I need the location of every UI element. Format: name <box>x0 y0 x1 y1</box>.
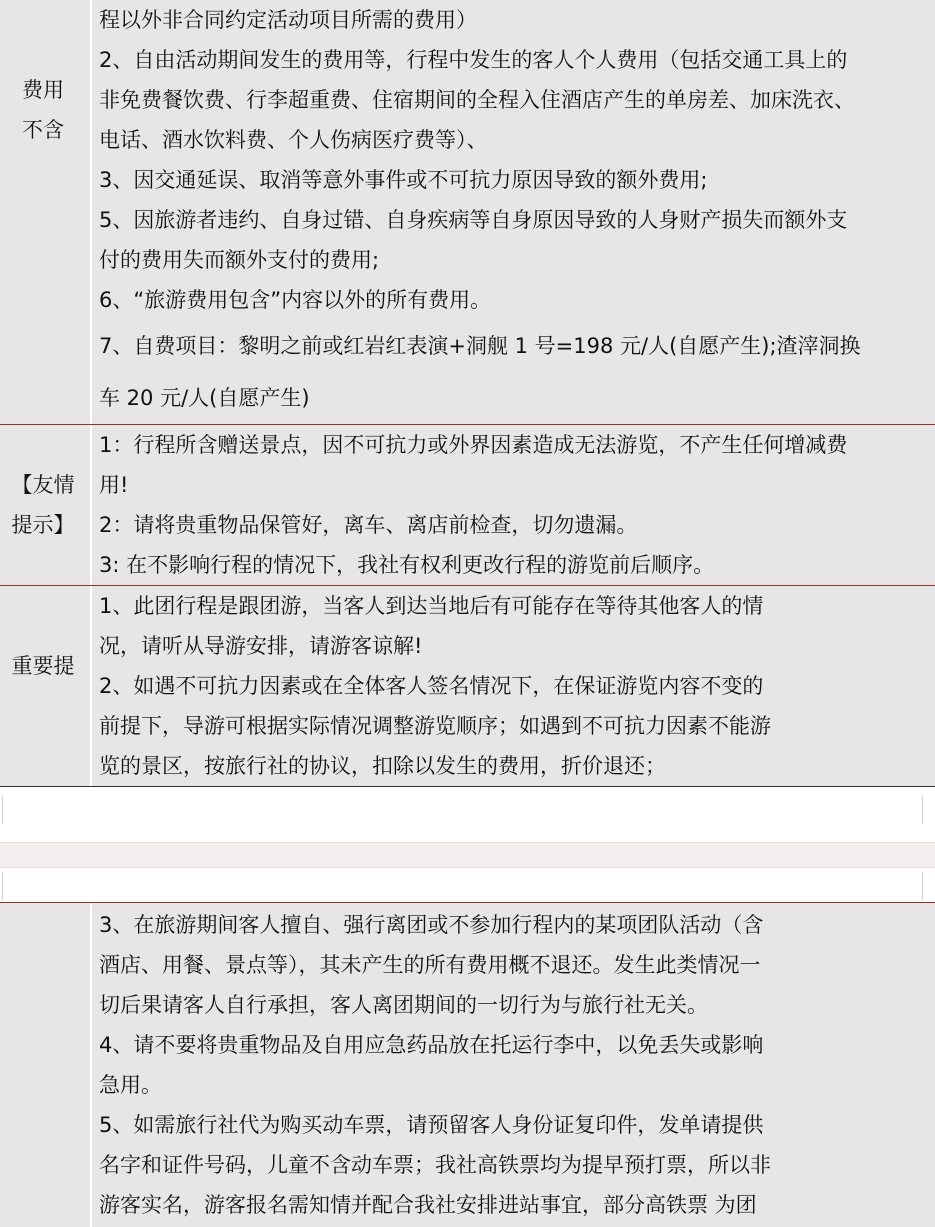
fees-excluded-line: 6、“旅游费用包含”内容以外的所有费用。 <box>99 288 492 312</box>
important-notes-line: 览的景区，按旅行社的协议，扣除以发生的费用，折价退还； <box>99 754 666 778</box>
friendly-tips-label-line-2: 提示】 <box>11 513 75 537</box>
important-notes-label-line-1: 重要提 <box>11 654 75 678</box>
column-divider <box>90 903 92 1227</box>
fees-excluded-line: 3、因交通延误、取消等意外事件或不可抗力原因导致的额外费用; <box>99 168 708 192</box>
important-notes-line: 1、此团行程是跟团游，当客人到达当地后有可能存在等待其他客人的情 <box>99 594 764 618</box>
important-notes-continued-content <box>99 905 929 1225</box>
important-notes-line: 急用。 <box>99 1073 162 1097</box>
page-bottom-margin <box>0 787 935 842</box>
important-notes-line: 酒店、用餐、景点等），其未产生的所有费用概不退还。发生此类情况一 <box>99 953 761 977</box>
fees-excluded-line: 程以外非合同约定活动项目所需的费用） <box>99 8 477 32</box>
important-notes-line: 5、如需旅行社代为购买动车票，请预留客人身份证复印件，发单请提供 <box>99 1113 764 1137</box>
fees-excluded-content <box>99 0 929 424</box>
important-notes-line: 前提下，导游可根据实际情况调整游览顺序；如遇到不可抗力因素不能游 <box>99 714 771 738</box>
important-notes-line: 2、如遇不可抗力因素或在全体客人签名情况下，在保证游览内容不变的 <box>99 674 764 698</box>
friendly-tips-line: 1：行程所含赠送景点，因不可抗力或外界因素造成无法游览，不产生任何增减费 <box>99 433 848 457</box>
fees-excluded-line: 非免费餐饮费、行李超重费、住宿期间的全程入住酒店产生的单房差、加床洗衣、 <box>99 88 855 112</box>
friendly-tips-label-line-1: 【友情 <box>11 473 75 497</box>
fees-excluded-label-line-1: 费用 <box>22 78 64 102</box>
friendly-tips-line: 用! <box>99 473 129 497</box>
fees-excluded-line: 5、因旅游者违约、自身过错、自身疾病等自身原因导致的人身财产损失而额外支 <box>99 208 848 232</box>
important-notes-line: 名字和证件号码，儿童不含动车票；我社高铁票均为提早预打票，所以非 <box>99 1153 771 1177</box>
column-divider <box>90 586 92 786</box>
friendly-tips-line: 3: 在不影响行程的情况下，我社有权利更改行程的游览前后顺序。 <box>99 553 715 577</box>
friendly-tips-label <box>0 465 86 545</box>
fees-excluded-line: 付的费用失而额外支付的费用; <box>99 248 380 272</box>
friendly-tips-content <box>99 425 929 585</box>
fees-excluded-label <box>0 70 86 150</box>
fees-excluded-label-line-2: 不含 <box>22 118 64 142</box>
important-notes-line: 游客实名，游客报名需知情并配合我社安排进站事宜，部分高铁票 为团 <box>99 1193 757 1217</box>
friendly-tips-line: 2：请将贵重物品保管好，离车、离店前检查，切勿遗漏。 <box>99 513 638 537</box>
page-corner-mark <box>922 872 923 900</box>
page-top-margin <box>0 868 935 902</box>
important-notes-label <box>0 646 86 686</box>
important-notes-content <box>99 586 929 786</box>
important-notes-line: 切后果请客人自行承担，客人离团期间的一切行为与旅行社无关。 <box>99 993 708 1017</box>
page-corner-mark <box>2 872 3 900</box>
fees-excluded-line: 车 20 元/人(自愿产生) <box>99 386 310 410</box>
important-notes-line: 3、在旅游期间客人擅自、强行离团或不参加行程内的某项团队活动（含 <box>99 913 764 937</box>
page-corner-mark <box>2 796 3 824</box>
fees-excluded-line: 7、自费项目：黎明之前或红岩红表演+洞舰 1 号=198 元/人(自愿产生);渣滓洞换 <box>99 334 861 358</box>
important-notes-line: 4、请不要将贵重物品及自用应急药品放在托运行李中，以免丢失或影响 <box>99 1033 764 1057</box>
page-break <box>0 842 935 868</box>
column-divider <box>90 0 92 424</box>
page-corner-mark <box>922 796 923 824</box>
important-notes-line: 况，请听从导游安排，请游客谅解! <box>99 634 423 658</box>
fees-excluded-line: 2、自由活动期间发生的费用等，行程中发生的客人个人费用（包括交通工具上的 <box>99 48 848 72</box>
fees-excluded-line: 电话、酒水饮料费、个人伤病医疗费等）、 <box>99 128 488 152</box>
column-divider <box>90 425 92 585</box>
